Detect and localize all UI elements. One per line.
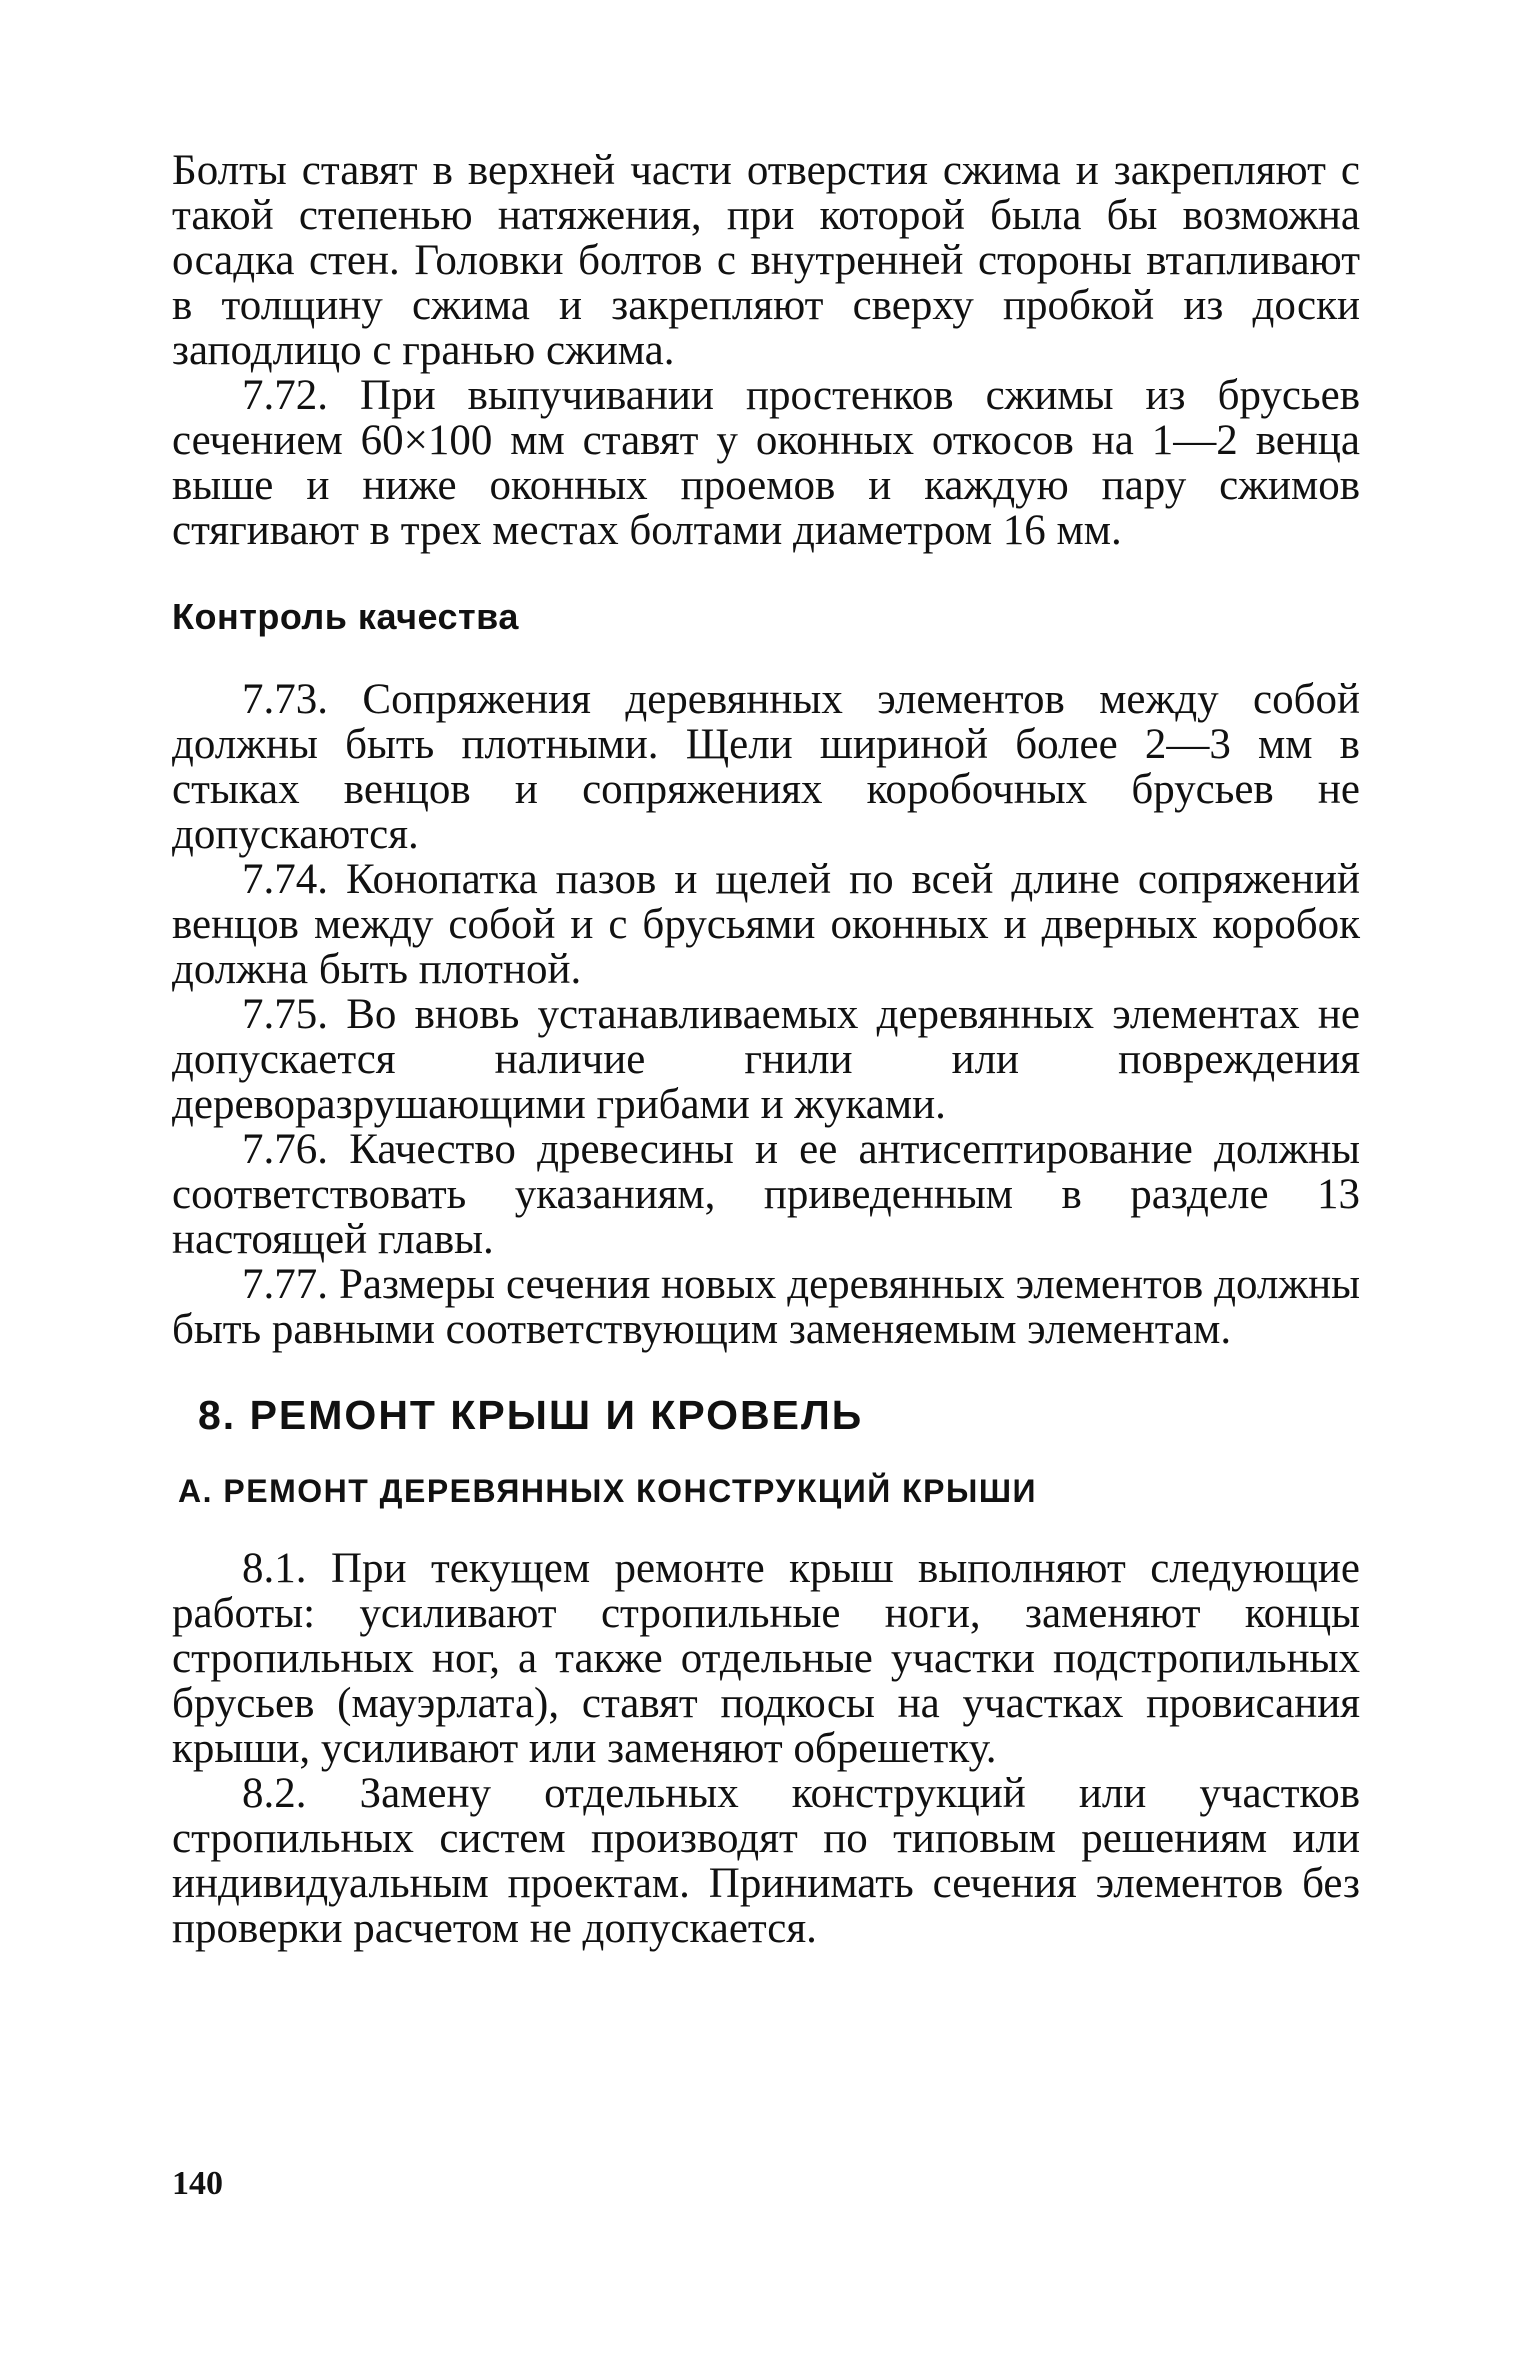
paragraph-7-73: 7.73. Сопряжения деревянных элементов между собой должны быть плотными. Щели шириной более 2—3 мм в стыках венцов и сопряжениях коробочных брусьев не допускаются.: [172, 676, 1360, 858]
paragraph-continuation: Болты ставят в верхней части отверстия сжима и закрепляют с такой степенью натяжения, при которой была бы возможна осадка стен. Головки болтов с внутренней стороны втапливают в толщину сжима и закрепляют сверху пробкой из доски заподлицо с гранью сжима.: [172, 147, 1360, 374]
chapter-heading: 8. РЕМОНТ КРЫШ И КРОВЕЛЬ: [198, 1392, 864, 1438]
paragraph-7-72: 7.72. При выпучивании простенков сжимы из брусьев сечением 60×100 мм ставят у оконных откосов на 1—2 венца выше и ниже оконных проемов и каждую пару сжимов стягивают в трех местах болтами диаметром 16 мм.: [172, 372, 1360, 554]
paragraph-8-1: 8.1. При текущем ремонте крыш выполняют следующие работы: усиливают стропильные ноги, заменяют концы стропильных ног, а также отдельные участки подстропильных брусьев (мауэрлата), ставят подкосы на участках провисания крыши, усиливают или заменяют обрешетку.: [172, 1545, 1360, 1772]
page-body: [172, 148, 1360, 1951]
page-number: 140: [172, 2165, 223, 2202]
paragraph-7-76: 7.76. Качество древесины и ее антисептирование должны соответствовать указаниям, приведенным в разделе 13 настоящей главы.: [172, 1126, 1360, 1263]
paragraph-8-2: 8.2. Замену отдельных конструкций или участков стропильных систем производят по типовым решениям или индивидуальным проектам. Принимать сечения элементов без проверки расчетом не допускается.: [172, 1770, 1360, 1952]
paragraph-7-74: 7.74. Конопатка пазов и щелей по всей длине сопряжений венцов между собой и с брусьями оконных и дверных коробок должна быть плотной.: [172, 856, 1360, 993]
paragraph-7-77: 7.77. Размеры сечения новых деревянных элементов должны быть равными соответствующим заменяемым элементам.: [172, 1261, 1360, 1353]
paragraph-7-75: 7.75. Во вновь устанавливаемых деревянных элементах не допускается наличие гнили или повреждения дереворазрушающими грибами и жуками.: [172, 991, 1360, 1128]
quality-control-heading: Контроль качества: [172, 596, 519, 637]
section-heading: А. РЕМОНТ ДЕРЕВЯННЫХ КОНСТРУКЦИЙ КРЫШИ: [178, 1473, 1037, 1509]
